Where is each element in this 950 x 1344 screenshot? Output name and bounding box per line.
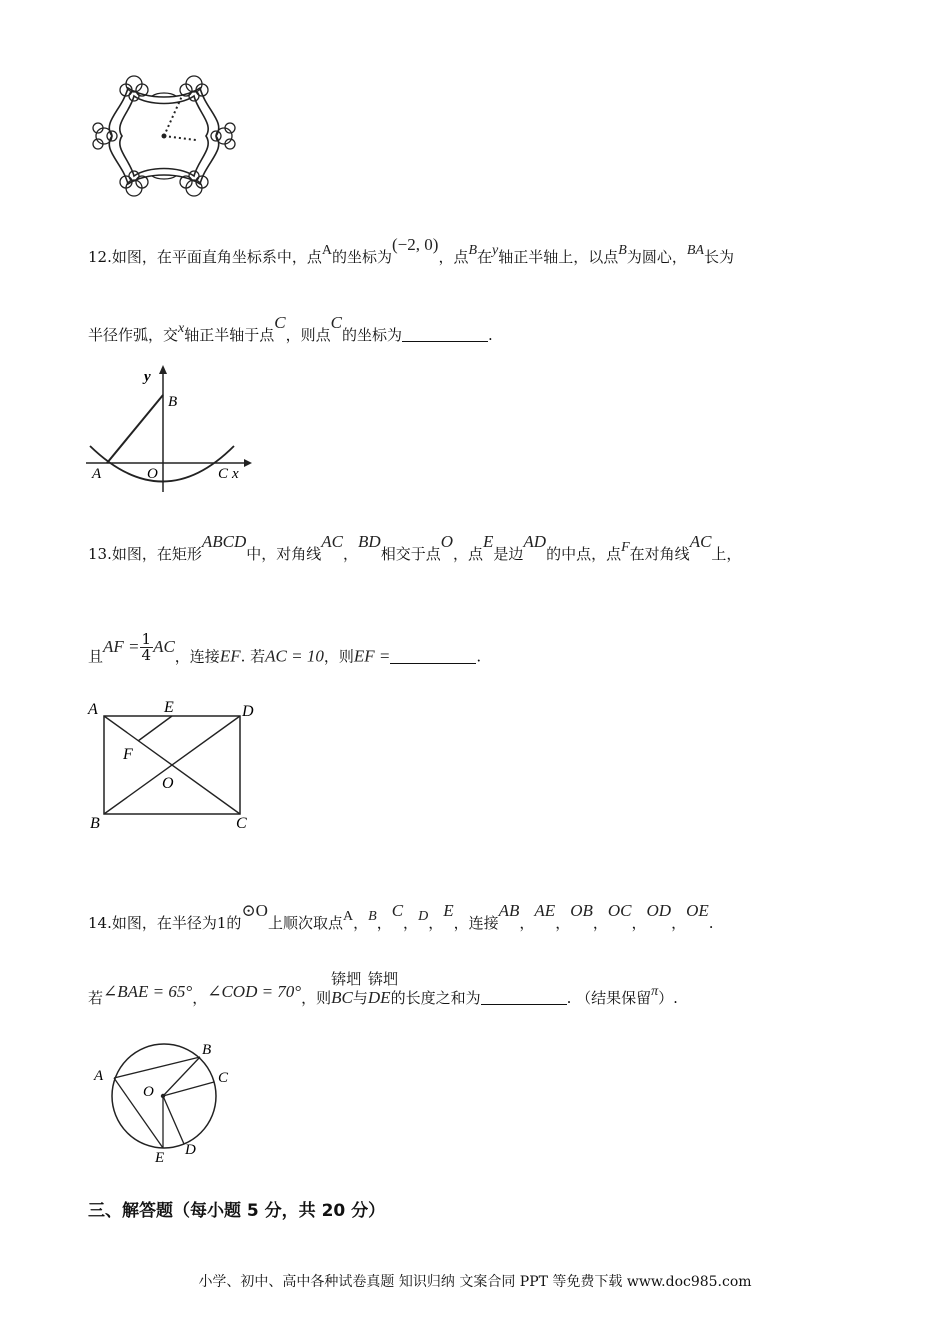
answer-blank (402, 327, 488, 342)
arc-mark-bc: 锛垇 (331, 970, 362, 988)
q12-label-x: x (232, 466, 239, 482)
q14-label-C: C (218, 1070, 229, 1086)
q13-label-B: B (90, 815, 100, 832)
q14-label-E: E (155, 1150, 165, 1166)
q14-label-B: B (202, 1042, 212, 1058)
answer-blank (481, 990, 567, 1005)
knot-figure (86, 70, 242, 202)
q13-label-E: E (164, 699, 174, 716)
q13-label-F: F (123, 746, 133, 763)
answer-blank (390, 649, 476, 664)
q13-label-O: O (162, 775, 174, 792)
q12-label-A: A (92, 466, 102, 482)
footer-text: 小学、初中、高中各种试卷真题 知识归纳 文案合同 PPT 等免费下载 www.doc985.com (198, 1274, 752, 1290)
q14-label-D: D (185, 1142, 196, 1158)
q14-figure (88, 1036, 248, 1168)
q12-label-O: O (147, 466, 158, 482)
q13-line2: 且AF = $\frac{1}{4}$ AC，连接EF. 若AC = 10，则EF = . (88, 630, 482, 666)
arc-mark-de: 锛垇 (367, 970, 398, 988)
q14-label-O: O (143, 1084, 154, 1100)
q13-label-C: C (236, 815, 247, 832)
q14-label-A: A (94, 1068, 104, 1084)
q12-label-C: C (218, 466, 229, 482)
q13-label-A: A (88, 701, 98, 718)
q12-line1: 12.如图，在平面直角坐标系中，点A的坐标为(−2, 0)，点B在y轴正半轴上，以点B为圆心，BA长为 (88, 235, 734, 266)
fraction-one-quarter: $\frac{1}{4}$ (141, 630, 152, 664)
q12-label-y: y (144, 369, 151, 385)
q12-label-B: B (168, 394, 178, 410)
q13-label-D: D (242, 703, 254, 720)
q13-figure (86, 694, 266, 836)
q12-line2: 半径作弧，交x轴正半轴于点C，则点C的坐标为 . (88, 313, 493, 344)
q14-line2: 若∠BAE = 65°，∠COD = 70°，则 锛垇 BC与 锛垇 DE的长度之和为 . （结果保留π）. (88, 970, 678, 1007)
q12-figure (86, 362, 256, 498)
q13-line1: 13.如图，在矩形ABCD中，对角线AC，BD相交于点O，点E是边AD的中点，点F在对角线AC上， (88, 532, 742, 563)
section-title: 三、解答题（每小题 5 分，共 20 分） (88, 1201, 386, 1221)
q14-line1: 14.如图，在半径为1的⊙O上顺次取点A，B，C，D，E，连接AB，AE，OB，OC，OD，OE. (88, 901, 714, 932)
